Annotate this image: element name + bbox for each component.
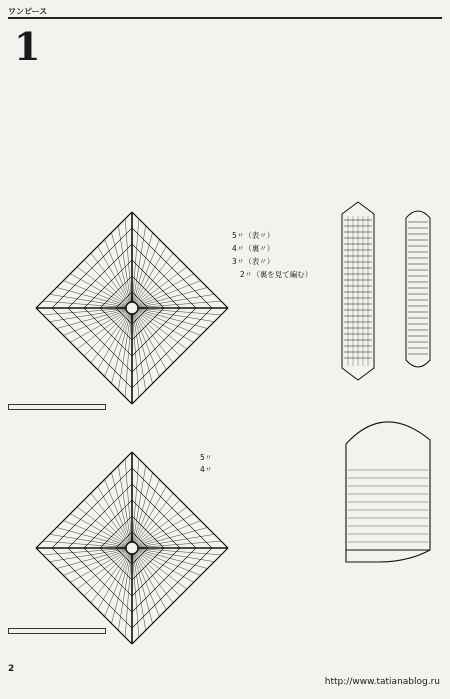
motif-spoke-line [132,301,221,308]
instructions-column-1 [58,22,158,24]
belt-stitch-rows [344,216,372,366]
shoulder-motif-center-ring [126,542,138,554]
page-number: 2 [8,664,15,674]
motif-spoke-line [125,548,132,637]
motif-spoke-line [132,308,221,315]
sleeve-diagram [318,400,446,610]
belt-diagram [318,190,446,390]
motif-spoke-line [43,548,132,555]
motif-spoke-line [43,541,132,548]
header-tag: ワンピース [8,7,48,16]
motif-spoke-line [125,308,132,397]
motif-label-row2: 2〃（裏を見て編む） [240,270,313,279]
shoulder-motif-caption [8,628,106,634]
motif-spoke-line [125,219,132,308]
motif-spoke-line [43,301,132,308]
motif-spoke-line [132,548,221,555]
motif-spoke-line [43,308,132,315]
site-url: http://www.tatianablog.ru [324,677,440,687]
motif-spoke-line [132,308,139,397]
motif-diagram [0,190,318,430]
shoulder-motif-label-row5: 5〃 [200,453,213,462]
shoulder-motif-label-row4: 4〃 [200,465,213,474]
header-rule [8,17,442,19]
motif-spoke-line [125,459,132,548]
motif-spoke-line [132,548,139,637]
pattern-number: 1 [14,24,41,69]
instructions-column-3 [316,22,442,24]
motif-center-ring [126,302,138,314]
instructions-column-2 [168,22,308,24]
motif-spoke-line [132,541,221,548]
motif-spoke-line [132,459,139,548]
sleeve-stitch-rows [346,470,430,550]
shoulder-motif-diagram [0,430,318,670]
belt-loop-stitch-rows [408,222,428,354]
sleeve-shape [346,422,430,562]
motif-label-row5: 5〃（表〃） [232,231,275,240]
belt-loop-shape [406,211,430,367]
motif-label-row3: 3〃（表〃） [232,257,275,266]
motif-caption [8,404,106,410]
motif-spoke-line [132,219,139,308]
motif-label-row4: 4〃（裏〃） [232,244,275,253]
